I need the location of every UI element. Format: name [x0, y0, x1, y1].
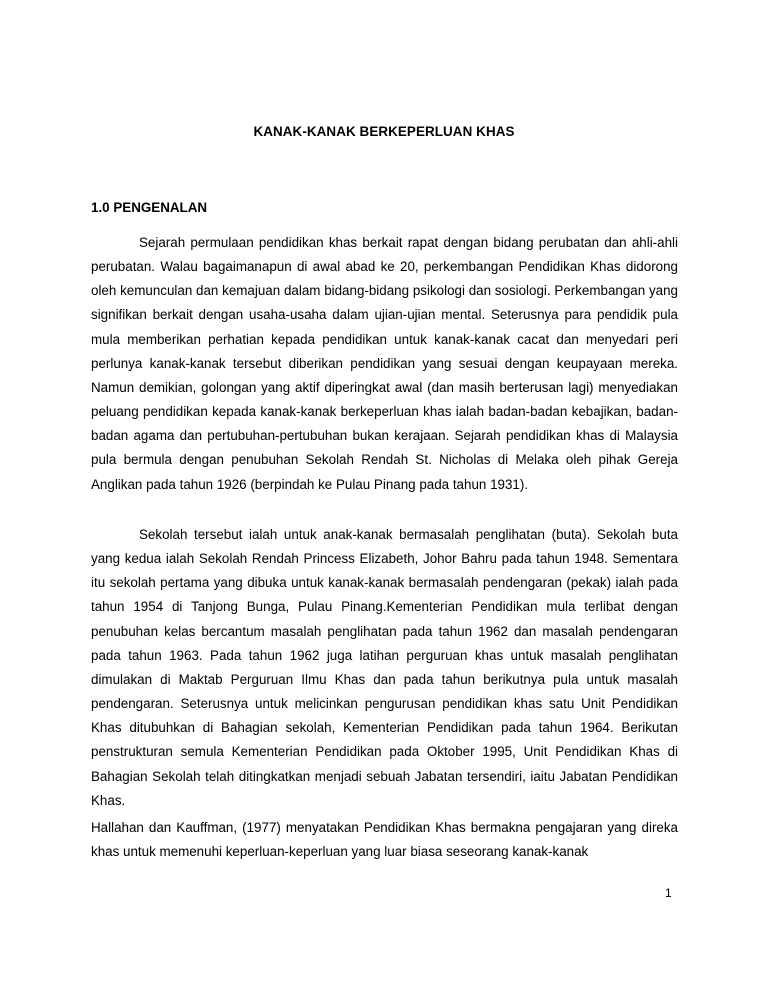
paragraph-1: Sejarah permulaan pendidikan khas berkait rapat dengan bidang perubatan dan ahli-ahli perubatan. Walau bagaimanapun di awal abad ke 20, perkembangan Pendidikan Khas didorong oleh kemunculan dan kemajuan dalam bidang-bidang psikologi dan sosiologi. Perkembangan yang signifikan berkait dengan usaha-usaha dalam ujian-ujian mental. Seterusnya para pendidik pula mula memberikan perhatian kepada pendidikan untuk kanak-kanak cacat dan menyedari peri perlunya kanak-kanak tersebut diberikan pendidikan yang sesuai dengan keupayaan mereka. Namun demikian, golongan yang aktif diperingkat awal (dan masih berterusan lagi) menyediakan peluang pendidikan kepada kanak-kanak berkeperluan khas ialah badan-badan kebajikan, badan-badan agama dan pertubuhan-pertubuhan bukan kerajaan. Sejarah pendidikan khas di Malaysia pula bermula dengan penubuhan Sekolah Rendah St. Nicholas di Melaka oleh pihak Gereja Anglikan pada tahun 1926 (berpindah ke Pulau Pinang pada tahun 1931). [91, 235, 678, 492]
document-title: KANAK-KANAK BERKEPERLUAN KHAS [253, 124, 515, 139]
paragraph-3: Hallahan dan Kauffman, (1977) menyatakan Pendidikan Khas bermakna pengajaran yang direka khas untuk memenuhi keperluan-keperluan yang luar biasa seseorang kanak-kanak [91, 820, 678, 860]
paragraph-2: Sekolah tersebut ialah untuk anak-kanak bermasalah penglihatan (buta). Sekolah buta yang kedua ialah Sekolah Rendah Princess Elizabeth, Johor Bahru pada tahun 1948. Sementara itu sekolah pertama yang dibuka untuk kanak-kanak bermasalah pendengaran (pekak) ialah pada tahun 1954 di Tanjong Bunga, Pulau Pinang.Kementerian Pendidikan mula terlibat dengan penubuhan kelas bercantum masalah penglihatan pada tahun 1962 dan masalah pendengaran pada tahun 1963. Pada tahun 1962 juga latihan perguruan khas untuk masalah penglihatan dimulakan di Maktab Perguruan Ilmu Khas dan pada tahun berikutnya pula untuk masalah pendengaran. Seterusnya untuk melicinkan pengurusan pendidikan khas satu Unit Pendidikan Khas ditubuhkan di Bahagian sekolah, Kementerian Pendidikan pada tahun 1964. Berikutan penstrukturan semula Kementerian Pendidikan pada Oktober 1995, Unit Pendidikan Khas di Bahagian Sekolah telah ditingkatkan menjadi sebuah Jabatan tersendiri, iaitu Jabatan Pendidikan Khas. [91, 527, 678, 808]
section-heading: 1.0 PENGENALAN [91, 200, 208, 215]
page-number: 1 [665, 886, 672, 900]
